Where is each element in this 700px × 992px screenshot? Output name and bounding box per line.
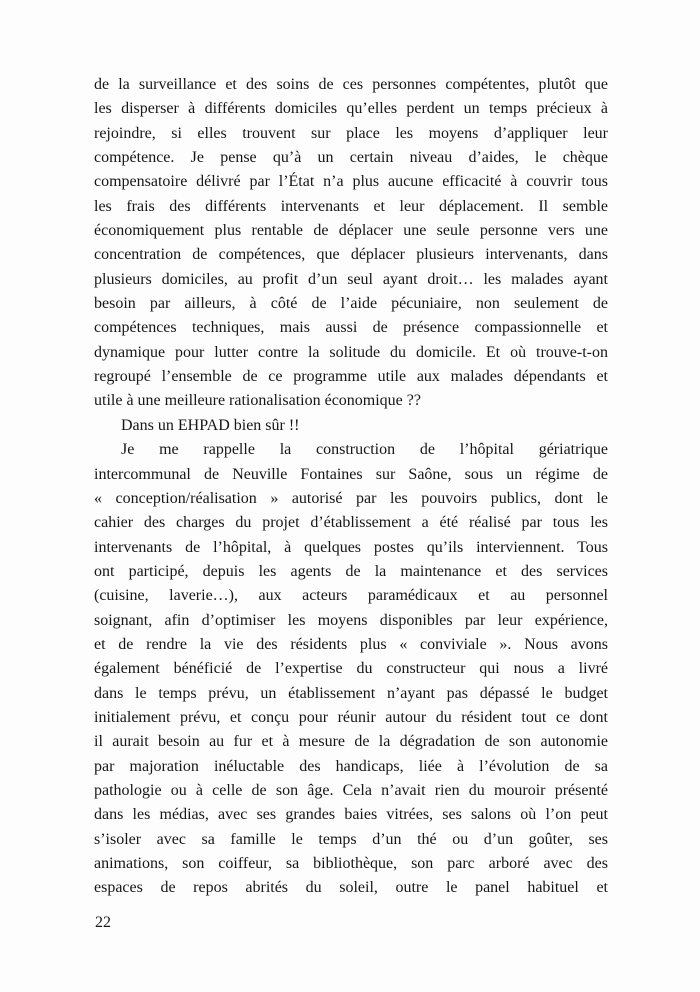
text-line: par majoration inéluctable des handicaps, liée à l’évolution de sa	[94, 757, 608, 775]
text-line: espaces de repos abrités du soleil, outre le panel habituel et	[94, 879, 608, 897]
text-line: pathologie ou à celle de son âge. Cela n’avait rien du mouroir présenté	[94, 781, 608, 799]
text-line: intercommunal de Neuville Fontaines sur Saône, sous un régime de	[94, 465, 608, 483]
text-line: « conception/réalisation » autorisé par les pouvoirs publics, dont le	[94, 489, 608, 507]
text-line: les frais des différents intervenants et leur déplacement. Il semble	[94, 197, 608, 215]
text-line: rejoindre, si elles trouvent sur place les moyens d’appliquer leur	[94, 124, 608, 142]
text-line: dynamique pour lutter contre la solitude du domicile. Et où trouve-t-on	[94, 343, 608, 361]
page-text-block	[94, 73, 608, 901]
text-line: besoin par ailleurs, à côté de l’aide pécuniaire, non seulement de	[94, 295, 608, 313]
text-line: initialement prévu, et conçu pour réunir autour du résident tout ce dont	[94, 708, 608, 726]
text-line: compétences techniques, mais aussi de présence compassionnelle et	[94, 319, 608, 337]
text-line: compétence. Je pense qu’à un certain niveau d’aides, le chèque	[94, 149, 608, 167]
text-line: animations, son coiffeur, sa bibliothèque, son parc arboré avec des	[94, 855, 608, 872]
text-line: intervenants de l’hôpital, à quelques postes qu’ils interviennent. Tous	[94, 538, 608, 556]
text-line: Je me rappelle la construction de l’hôpital gériatrique	[121, 441, 608, 459]
text-line: les disperser à différents domiciles qu’elles perdent un temps précieux à	[94, 100, 608, 118]
text-line: regroupé l’ensemble de ce programme utile aux malades dépendants et	[94, 368, 608, 386]
text-line: s’isoler avec sa famille le temps d’un thé ou d’un goûter, ses	[94, 830, 608, 848]
text-line: dans les médias, avec ses grandes baies vitrées, ses salons où l’on peut	[94, 806, 608, 824]
text-line: cahier des charges du projet d’établissement a été réalisé par tous les	[94, 514, 608, 532]
text-line: ont participé, depuis les agents de la maintenance et des services	[94, 562, 608, 580]
text-line: et de rendre la vie des résidents plus « conviviale ». Nous avons	[94, 635, 608, 653]
text-line: économiquement plus rentable de déplacer une seule personne vers une	[94, 222, 608, 240]
text-line: dans le temps prévu, un établissement n’ayant pas dépassé le budget	[94, 684, 608, 702]
text-line: compensatoire délivré par l’État n’a plus aucune efficacité à couvrir tous	[94, 173, 608, 191]
text-line: de la surveillance et des soins de ces personnes compétentes, plutôt que	[94, 76, 608, 93]
page-number: 22	[95, 914, 111, 931]
text-line: Dans un EHPAD bien sûr !!	[121, 416, 300, 434]
text-line: il aurait besoin au fur et à mesure de la dégradation de son autonomie	[94, 733, 608, 751]
text-line: utile à une meilleure rationalisation économique ??	[94, 392, 421, 410]
text-line: concentration de compétences, que déplacer plusieurs intervenants, dans	[94, 246, 608, 264]
text-line: soignant, afin d’optimiser les moyens disponibles par leur expérience,	[94, 611, 608, 629]
text-line: (cuisine, laverie…), aux acteurs paramédicaux et au personnel	[94, 587, 608, 605]
text-line: également bénéficié de l’expertise du constructeur qui nous a livré	[94, 660, 608, 678]
text-line: plusieurs domiciles, au profit d’un seul ayant droit… les malades ayant	[94, 270, 608, 288]
